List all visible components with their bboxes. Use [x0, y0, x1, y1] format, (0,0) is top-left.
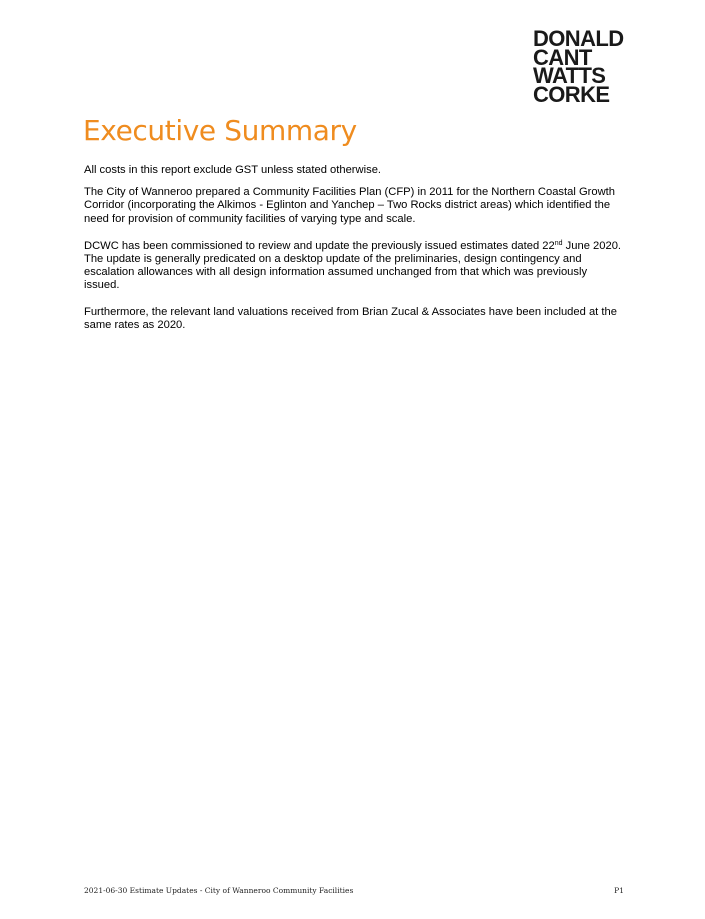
paragraph-gst: All costs in this report exclude GST unless stated otherwise.: [84, 164, 382, 176]
paragraph-dcwc-text-b: June 2020. The update is generally predicated on a desktop update of the preliminaries, design contingency and escalation allowances with all design information assumed unchanged from that which was previously issued.: [84, 239, 622, 292]
ordinal-suffix: nd: [554, 239, 563, 247]
logo-line-4: CORKE: [533, 81, 610, 107]
logo-line-2: CANT: [533, 44, 592, 70]
paragraph-dcwc: [84, 240, 624, 293]
logo-line-1: DONALD: [533, 26, 624, 51]
paragraph-dcwc-text-a: DCWC has been commissioned to review and update the previously issued estimates dated 22: [84, 239, 555, 252]
paragraph-land-valuations: Furthermore, the relevant land valuations received from Brian Zucal & Associates have been included at the same rates as 2020.: [84, 305, 617, 331]
page-title: Executive Summary: [83, 114, 357, 147]
footer-document-title: 2021-06-30 Estimate Updates - City of Wanneroo Community Facilities: [84, 886, 354, 895]
company-logo: [533, 26, 643, 107]
page-number: P1: [614, 886, 624, 895]
body-content: [84, 164, 624, 332]
logo-line-3: WATTS: [533, 63, 606, 88]
paragraph-cfp: The City of Wanneroo prepared a Community Facilities Plan (CFP) in 2011 for the Northern Coastal Growth Corridor (incorporating the Alkimos - Eglinton and Yanchep – Two Rocks district areas) which identified the need for provision of community facilities of varying type and scale.: [84, 186, 616, 225]
